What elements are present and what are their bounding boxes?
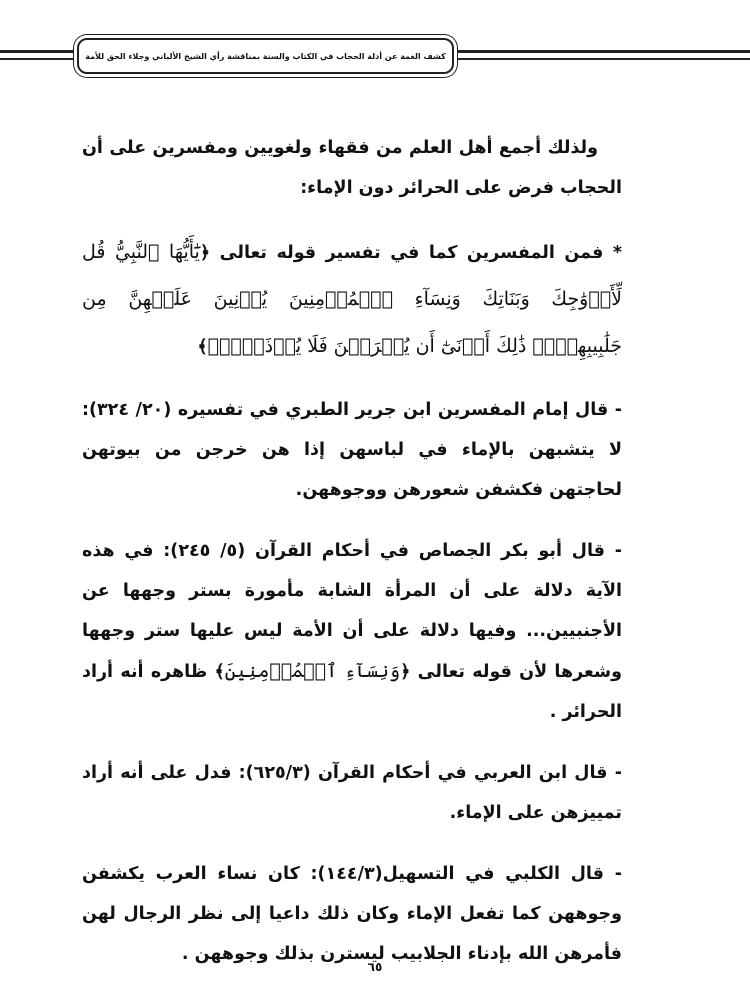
verse-intro-text: * فمن المفسرين كما في تفسير قوله تعالى bbox=[219, 243, 622, 263]
paragraph-tabari: - قال إمام المفسرين ابن جرير الطبري في تفسيره (٢٠/ ٣٢٤): لا يتشبهن بالإماء في لباسهن إذا هن خرجن من بيوتهن لحاجتهن فكشفن شعورهن ووجوههن. bbox=[82, 400, 623, 500]
header-title-box bbox=[77, 38, 454, 74]
quran-verse-short: وَنِسَآءِ ٱلۡمُؤۡمِنِينَ bbox=[224, 660, 401, 682]
ornate-bracket-open: ﴿ bbox=[400, 662, 411, 682]
page-number: ٦٥ bbox=[367, 960, 383, 974]
ornate-bracket-close: ﴾ bbox=[214, 662, 225, 682]
paragraph-jassas bbox=[82, 531, 622, 732]
paragraph-verse-intro bbox=[82, 229, 622, 370]
page-body bbox=[82, 128, 622, 995]
header-title: كشف الغمة عن أدلة الحجاب في الكتاب والسنة بمناقشة رأي الشيخ الألباني وجلاء الحق للأمة bbox=[85, 51, 446, 61]
ornate-bracket-close: ﴾ bbox=[197, 337, 208, 357]
paragraph-kalbi: - قال الكلبي في التسهيل(١٤٤/٣): كان نساء العرب يكشفن وجوههن كما تفعل الإماء وكان ذلك داعيا إلى نظر الرجال لهن فأمرهن الله بإدناء الجلابيب ليسترن بذلك وجوههن . bbox=[82, 864, 622, 964]
running-header bbox=[0, 38, 750, 82]
paragraph-ijma: ولذلك أجمع أهل العلم من فقهاء ولغويين ومفسرين على أن الحجاب فرض على الحرائر دون الإماء: bbox=[82, 138, 622, 198]
jassas-conclusion: ظاهره أنه أراد الحرائر . bbox=[82, 662, 622, 722]
jassas-text: - قال أبو بكر الجصاص في أحكام القرآن (٥/ ٢٤٥): في هذه الآية دلالة على أن المرأة الشابة مأمورة بستر وجهها عن الأجنبيين... وفيها دلالة على أن الأمة ليس عليها ستر وجهها وشعرها لأن قوله تعالى bbox=[82, 541, 623, 682]
ornate-bracket-open: ﴿ bbox=[199, 243, 211, 263]
paragraph-ibn-arabi: - قال ابن العربي في أحكام القرآن (٦٢٥/٣): فدل على أنه أراد تمييزهن على الإماء. bbox=[82, 763, 622, 823]
quran-verse: يَٰٓأَيُّهَا ٱلنَّبِيُّ قُل لِّأَزۡوَٰجِكَ وَبَنَاتِكَ وَنِسَآءِ ٱلۡمُؤۡمِنِينَ يُدۡنِينَ عَلَيۡهِنَّ مِن جَلَٰبِيبِهِنَّۚ ذَٰلِكَ أَدۡنَىٰٓ أَن يُعۡرَفۡنَ فَلَا يُؤۡذَيۡنَۗ bbox=[82, 241, 622, 357]
